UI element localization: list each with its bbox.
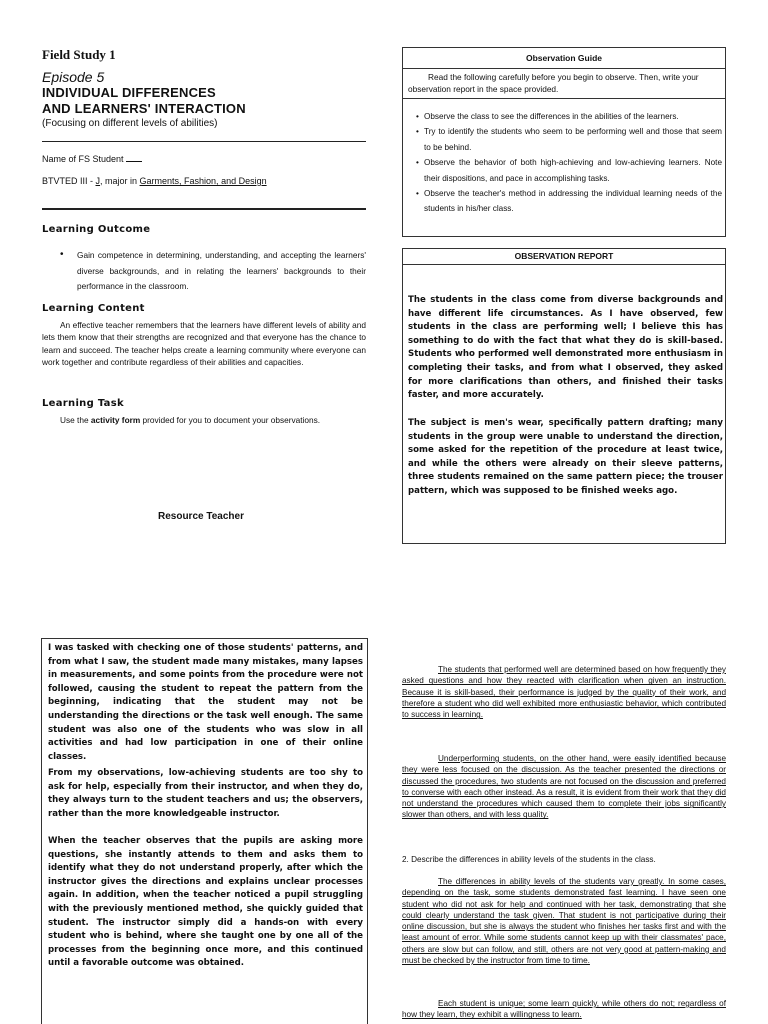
- page-title-line2: AND LEARNERS' INTERACTION: [42, 101, 246, 116]
- observation-guide-divider: [403, 98, 725, 99]
- answer-text-1: The students that performed well are determined based on how frequently they asked questions and how they reacted with clarification when given an instruction. Because it is skill-based, their performance is judged by the quality of their work, and therefore a student who did well exhibited more enthusiastic behavior, which contributed to success in learning.: [402, 665, 726, 720]
- major-prefix: , major in: [100, 176, 140, 186]
- report-paragraph-2: The subject is men's wear, specifically pattern drafting; many students in the group were unable to understand the direction, some asked for the repetition of the procedure at least twice, and while the others were already on their sleeve patterns, three students remained on the same pattern piece; the trouser pattern, which was supposed to be finished weeks ago.: [408, 418, 723, 496]
- observation-report-title: OBSERVATION REPORT: [403, 249, 725, 265]
- learning-content-text: An effective teacher remembers that the learners have different levels of ability and lets them know that their strengths are recognized and that everyone has the chance to learn and succeed. The teacher helps create a learning community where everyone can work together and contribute regardless of their abilities and capacities.: [42, 320, 366, 368]
- divider-top: [42, 141, 366, 142]
- section-value: J: [95, 176, 101, 186]
- learning-task-text-after: provided for you to document your observations.: [140, 415, 321, 425]
- learning-task-text: [60, 415, 320, 425]
- resource-teacher-label: Resource Teacher: [158, 511, 244, 522]
- learning-task-text-before: Use the: [60, 415, 91, 425]
- answer-text-4: Each student is unique; some learn quickly, while others do not; regardless of how they learn, they exhibit a willingness to learn.: [402, 999, 726, 1020]
- bullet-icon: •: [60, 249, 64, 260]
- page-subtitle: (Focusing on different levels of abilities): [42, 118, 218, 129]
- observation-paragraph-3: When the teacher observes that the pupils are asking more questions, she instantly attends to them and asks them to identify what they do not understand properly, after which the instructor gives the directions and explains unclear processes again. In addition, when the teacher noticed a pupil struggling with the previously mentioned method, she quickly guided that student. The instructor simply did a hands-on with every student who is behind, where she taught one by one all of the processes from the beginning once more, and this continued until a favorable outcome was obtained.: [48, 836, 363, 969]
- learning-outcome-heading: Learning Outcome: [42, 224, 151, 235]
- list-item: • Observe the teacher's method in addressing the individual learning needs of the students in his/her class.: [416, 186, 722, 217]
- question-2: 2. Describe the differences in ability levels of the students in the class.: [402, 855, 656, 864]
- answer-paragraph-1: [402, 664, 726, 720]
- answer-paragraph-3: [402, 876, 726, 966]
- observation-paragraph-1: I was tasked with checking one of those students' patterns, and from what I saw, the student made many mistakes, many lapses in measurements, and some points from the procedure were not followed, causing the student to repeat the pattern from the beginning, indicating that the student may not be understanding the directions or the task well enough. The same student was also one of the students who was slow in all activities and had low participation in one of their online classes.: [48, 643, 363, 762]
- program-row: [42, 176, 267, 186]
- observation-report-box: [402, 248, 726, 544]
- observation-guide-list: [416, 109, 722, 217]
- observation-guide-box: [402, 47, 726, 237]
- learning-content-heading: Learning Content: [42, 303, 145, 314]
- student-name-label: Name of FS Student: [42, 154, 124, 164]
- answer-text-3: The differences in ability levels of the students vary greatly. In some cases, depending on the task, some students demonstrated fast learning. I have seen one student who did not ask for help and continued with her task, demonstrating that she could clearly understand the task given. That student is not participative during their online discussion, but she is always the student who finishes her tasks first and with the least amount of error. While some students cannot keep up with their classmates' pace, others are slow but can follow, and still, others are not very good at pattern-making and must be checked by the instructor from time to time.: [402, 877, 726, 966]
- field-study-label: Field Study 1: [42, 47, 116, 62]
- student-name-blank: [126, 161, 142, 162]
- observation-guide-title: Observation Guide: [403, 48, 725, 69]
- activity-form-label: activity form: [90, 415, 141, 425]
- learning-task-heading: Learning Task: [42, 398, 124, 409]
- list-item: • Observe the behavior of both high-achieving and low-achieving learners. Note their dispositions, and pace in accomplishing tasks.: [416, 155, 722, 186]
- observation-paragraph-2: From my observations, low-achieving students are too shy to ask for help, especially from their instructor, and when they do, they always turn to the student teachers and us; the observers, rather than the more knowledgeable instructor.: [48, 768, 363, 819]
- report-paragraph-1: The students in the class come from diverse backgrounds and have different life circumstances. As I have observed, few students in the class are performing well; I believe this has something to do with the fact that what they do is skill-based. Students who performed well demonstrated more enthusiasm in completing their tasks, and from what I observed, they asked for more clarifications than others, and finished their tasks faster, and more accurately.: [408, 295, 723, 401]
- list-item: • Try to identify the students who seem to be performing well and those that seem to be behind.: [416, 124, 722, 155]
- major-value: Garments, Fashion, and Design: [139, 176, 267, 186]
- student-name-row: [42, 154, 142, 164]
- answer-text-2: Underperforming students, on the other hand, were easily identified because they were less focused on the discussion. As the teacher presented the directions or discussed the procedures, two students are not focused on the discussion and preferred to converse with each other instead. As a result, it is evident from their work that they did not understand the procedures which caused them to complete their jobs significantly slower than others, and with less quality.: [402, 754, 726, 820]
- list-item: • Observe the class to see the differences in the abilities of the learners.: [416, 109, 722, 124]
- observations-box: [41, 638, 368, 1024]
- answer-paragraph-4: [402, 998, 726, 1021]
- observation-guide-intro: Read the following carefully before you begin to observe. Then, write your observation report in the space provided.: [408, 72, 699, 94]
- episode-label: Episode 5: [42, 69, 105, 85]
- answer-paragraph-2: [402, 753, 726, 821]
- divider-bottom: [42, 208, 366, 210]
- learning-outcome-text: Gain competence in determining, understanding, and accepting the learners' diverse backgrounds, and in relating the learners' backgrounds to their performance in the classroom.: [77, 250, 366, 291]
- page-title-line1: INDIVIDUAL DIFFERENCES: [42, 85, 216, 100]
- program-prefix: BTVTED III -: [42, 176, 96, 186]
